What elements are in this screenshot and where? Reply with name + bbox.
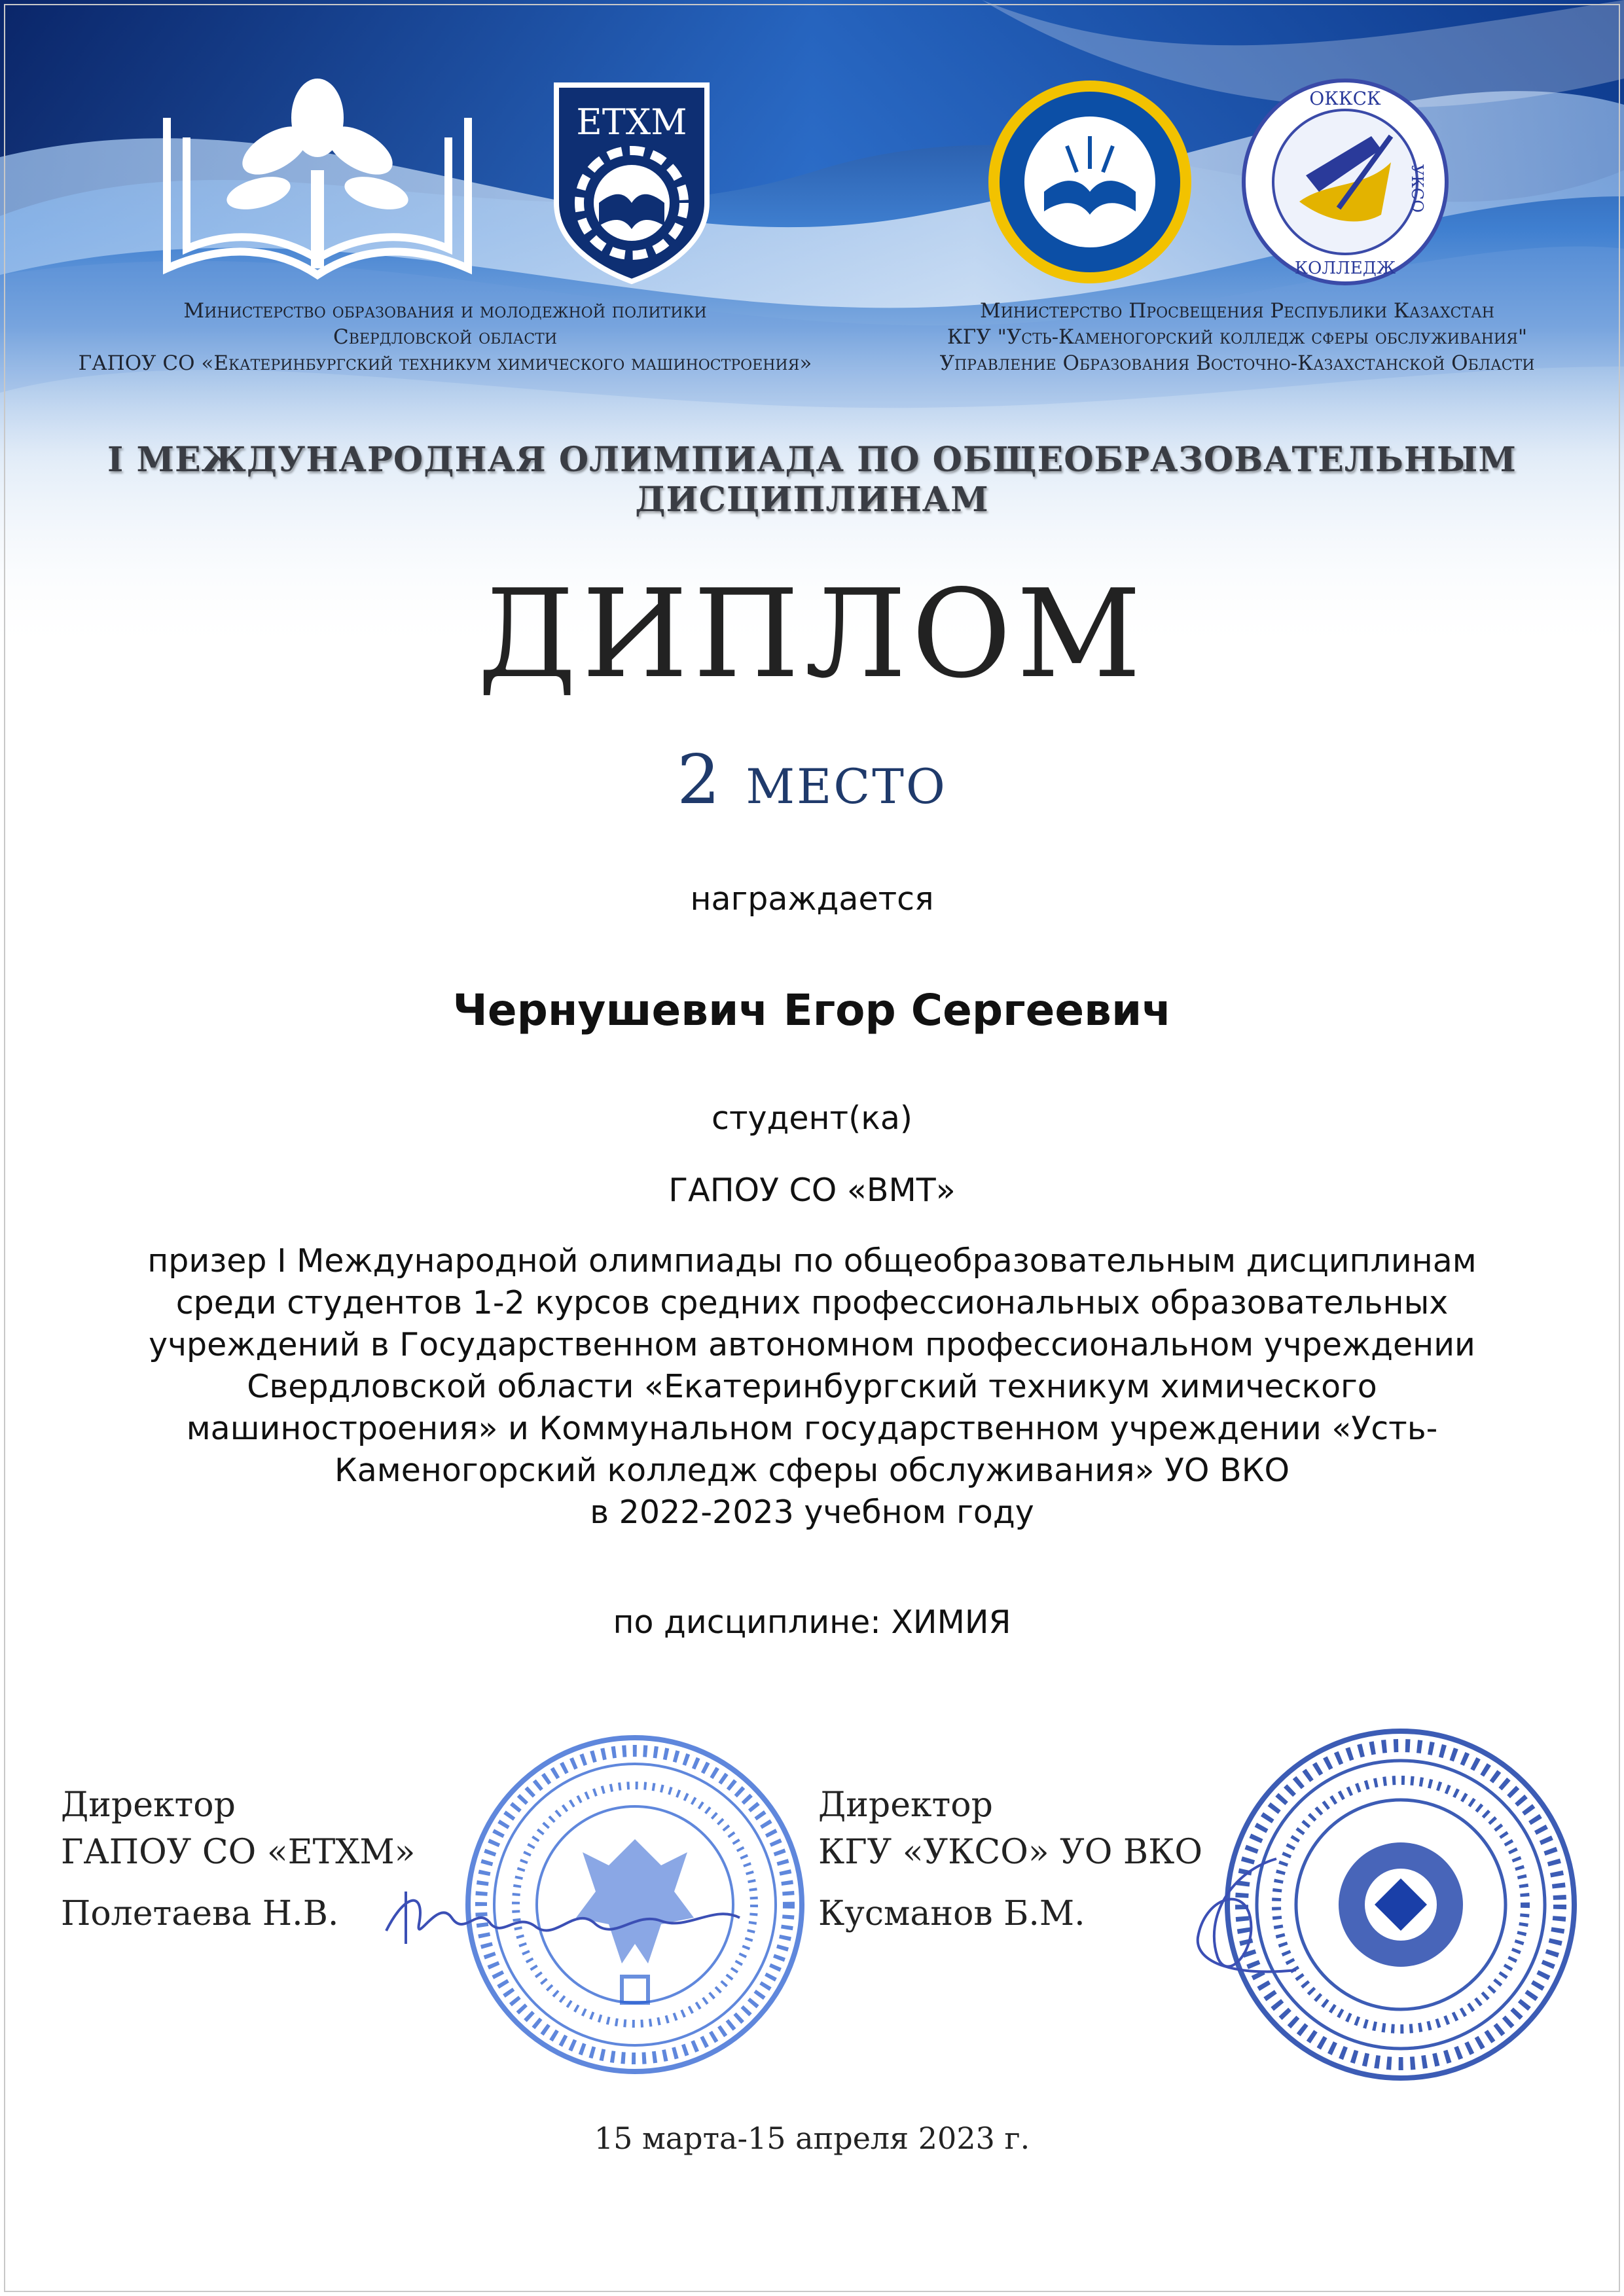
- kazakh-organizers: [871, 298, 1604, 376]
- left-signer-title: Директор: [61, 1785, 236, 1825]
- description-line-1: призер I Международной олимпиады по общеобразовательным дисциплинам: [147, 1242, 1477, 1280]
- discipline-label: по дисциплине: ХИМИЯ: [613, 1604, 1011, 1641]
- kz-org-line-1: Министерство Просвещения Республики Казахстан: [980, 299, 1494, 323]
- kz-org-line-3: Управление Образования Восточно-Казахстанской Области: [939, 351, 1535, 375]
- place-label: 2 место: [677, 740, 947, 819]
- ministry-book-tree-logo: [154, 72, 481, 288]
- description-line-2: среди студентов 1-2 курсов средних профессиональных образовательных: [175, 1284, 1449, 1321]
- russian-organizers: [20, 298, 871, 376]
- ukso-seal-right-text: УКСО: [1408, 164, 1426, 213]
- description-line-6: Каменогорский колледж сферы обслуживания» УО ВКО: [334, 1452, 1290, 1489]
- ru-org-line-1: Министерство образования и молодежной политики: [183, 299, 707, 323]
- right-signer-org: КГУ «УКСО» УО ВКО: [818, 1833, 1203, 1872]
- etkhm-shield-logo: [543, 72, 720, 288]
- status-label: студент(ка): [712, 1100, 912, 1137]
- ukso-seal-bottom-text: КОЛЛЕДЖ: [1294, 259, 1396, 278]
- kz-ministry-emblem: [985, 77, 1195, 287]
- institution-label: ГАПОУ СО «ВМТ»: [668, 1172, 956, 1209]
- description-line-4: Свердловской области «Екатеринбургский техникум химического: [247, 1368, 1377, 1405]
- awarded-label: награждается: [690, 880, 934, 918]
- right-signer-name: Кусманов Б.М.: [818, 1894, 1085, 1933]
- description-line-7: в 2022-2023 учебном году: [590, 1494, 1034, 1531]
- ru-org-line-3: ГАПОУ СО «Екатеринбургский техникум химического машиностроения»: [78, 351, 812, 375]
- left-signer-org: ГАПОУ СО «ЕТХМ»: [61, 1833, 416, 1872]
- left-signature-block: [61, 1782, 415, 1937]
- ru-org-line-2: Свердловской области: [333, 325, 558, 349]
- right-signature-block: [818, 1782, 1202, 1937]
- recipient-name: Чернушевич Егор Сергеевич: [452, 985, 1172, 1035]
- description: [0, 1240, 1624, 1534]
- ukso-seal-top-text: ОККСК: [1309, 88, 1381, 109]
- left-signer-name: Полетаева Н.В.: [61, 1894, 339, 1933]
- left-signature: [380, 1878, 746, 1957]
- kz-org-line-2: КГУ "Усть-Каменогорский колледж сферы обслуживания": [947, 325, 1528, 349]
- description-line-5: машиностроения» и Коммунальном государственном учреждении «Усть-: [186, 1410, 1438, 1447]
- ukso-college-seal: [1240, 77, 1450, 287]
- etkhm-logo-text: ЕТХМ: [576, 101, 687, 143]
- description-line-3: учреждений в Государственном автономном профессиональном учреждении: [149, 1326, 1475, 1363]
- right-signer-title: Директор: [818, 1785, 993, 1825]
- diploma-title: ДИПЛОМ: [477, 563, 1147, 705]
- olympiad-title: I МЕЖДУНАРОДНАЯ ОЛИМПИАДА ПО ОБЩЕОБРАЗОВАТЕЛЬНЫМ ДИСЦИПЛИНАМ: [107, 440, 1517, 520]
- date-range: 15 марта-15 апреля 2023 г.: [594, 2121, 1030, 2156]
